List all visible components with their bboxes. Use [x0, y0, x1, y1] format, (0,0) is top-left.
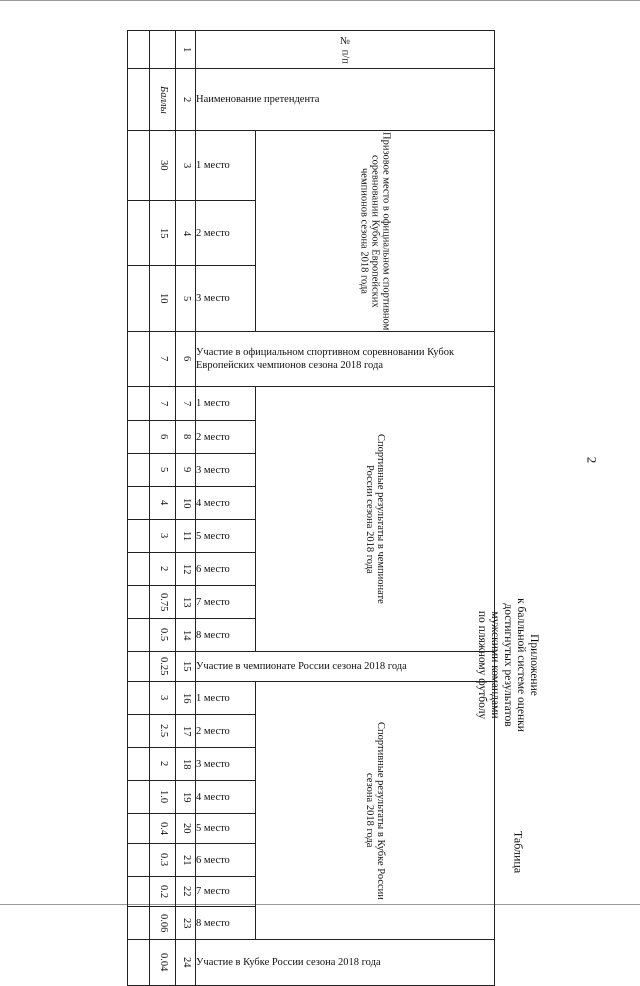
place-cell: 1 место	[196, 387, 256, 421]
header-points: Баллы	[150, 69, 176, 131]
page-number: 2	[584, 456, 600, 464]
empty-cell	[128, 69, 150, 131]
row-number-cell: 10	[176, 487, 196, 520]
appendix-line: Приложение	[528, 634, 540, 696]
points-cell: 15	[150, 200, 176, 266]
empty-cell	[150, 31, 176, 69]
row-number-cell: 9	[176, 454, 196, 487]
empty-cell	[128, 266, 150, 332]
header-num-1: 1	[176, 31, 196, 69]
empty-cell	[128, 553, 150, 586]
points-cell: 3	[150, 520, 176, 553]
participation-cell: Участие в официальном спортивном соревновании Кубок Европейских чемпионов сезона 2018 года	[196, 332, 495, 387]
place-cell: 3 место	[196, 266, 256, 332]
points-cell: 7	[150, 332, 176, 387]
points-cell: 5	[150, 454, 176, 487]
group-championship: Спортивные результаты в чемпионате России сезона 2018 года	[256, 387, 495, 652]
place-cell: 5 место	[196, 814, 256, 844]
place-cell: 2 место	[196, 715, 256, 748]
row-number-cell: 14	[176, 619, 196, 652]
points-cell: 0.5	[150, 619, 176, 652]
place-cell: 7 место	[196, 586, 256, 619]
header-number-col: № п/п	[196, 31, 495, 69]
table-row	[128, 332, 495, 387]
empty-cell	[128, 332, 150, 387]
empty-cell	[128, 454, 150, 487]
points-cell: 3	[150, 682, 176, 715]
points-cell: 2	[150, 553, 176, 586]
empty-cell	[128, 131, 150, 201]
points-cell: 30	[150, 131, 176, 201]
empty-cell	[128, 619, 150, 652]
row-number-cell: 15	[176, 652, 196, 682]
table-row	[128, 131, 495, 201]
points-cell: 0.3	[150, 844, 176, 877]
row-number-cell: 17	[176, 715, 196, 748]
empty-cell	[128, 682, 150, 715]
points-cell: 0.06	[150, 907, 176, 940]
empty-cell	[128, 421, 150, 454]
empty-cell	[128, 877, 150, 907]
table-row	[128, 652, 495, 682]
points-cell: 0.75	[150, 586, 176, 619]
group-russia-cup: Спортивные результаты в Кубке России сезона 2018 года	[256, 682, 495, 940]
table-row	[128, 31, 495, 69]
row-number-cell: 22	[176, 877, 196, 907]
place-cell: 4 место	[196, 487, 256, 520]
row-number-cell: 12	[176, 553, 196, 586]
points-cell: 1.0	[150, 781, 176, 814]
points-cell: 0.4	[150, 814, 176, 844]
award-table	[127, 30, 495, 986]
place-cell: 5 место	[196, 520, 256, 553]
row-number-cell: 24	[176, 940, 196, 986]
place-cell: 2 место	[196, 421, 256, 454]
points-cell: 2	[150, 748, 176, 781]
table-row	[128, 69, 495, 131]
top-rule	[0, 0, 640, 1]
empty-cell	[128, 814, 150, 844]
empty-cell	[128, 520, 150, 553]
appendix-line: к балльной системе оценки	[515, 598, 527, 732]
row-number-cell: 5	[176, 266, 196, 332]
place-cell: 7 место	[196, 877, 256, 907]
empty-cell	[128, 652, 150, 682]
participation-cell: Участие в чемпионате России сезона 2018 года	[196, 652, 495, 682]
empty-cell	[128, 715, 150, 748]
row-number-cell: 11	[176, 520, 196, 553]
points-cell: 4	[150, 487, 176, 520]
row-number-cell: 19	[176, 781, 196, 814]
points-cell: 10	[150, 266, 176, 332]
row-number-cell: 20	[176, 814, 196, 844]
row-number-cell: 4	[176, 200, 196, 266]
row-number-cell: 13	[176, 586, 196, 619]
table-row	[128, 387, 495, 421]
empty-cell	[128, 31, 150, 69]
place-cell: 6 место	[196, 553, 256, 586]
points-cell: 0.2	[150, 877, 176, 907]
empty-cell	[128, 907, 150, 940]
table-row	[128, 940, 495, 986]
place-cell: 2 место	[196, 200, 256, 266]
place-cell: 1 место	[196, 131, 256, 201]
points-cell: 0.25	[150, 652, 176, 682]
row-number-cell: 18	[176, 748, 196, 781]
appendix-line: достигнутых результатов	[502, 603, 514, 727]
place-cell: 8 место	[196, 619, 256, 652]
header-num-2: 2	[176, 69, 196, 131]
row-number-cell: 6	[176, 332, 196, 387]
row-number-cell: 3	[176, 131, 196, 201]
row-number-cell: 21	[176, 844, 196, 877]
place-cell: 8 место	[196, 907, 256, 940]
empty-cell	[128, 844, 150, 877]
empty-cell	[128, 586, 150, 619]
points-cell: 7	[150, 387, 176, 421]
row-number-cell: 16	[176, 682, 196, 715]
appendix-line: по пляжному футболу	[476, 610, 488, 720]
row-number-cell: 23	[176, 907, 196, 940]
place-cell: 6 место	[196, 844, 256, 877]
table-label: Таблица	[511, 830, 526, 874]
empty-cell	[128, 387, 150, 421]
place-cell: 4 место	[196, 781, 256, 814]
points-cell: 6	[150, 421, 176, 454]
empty-cell	[128, 940, 150, 986]
empty-cell	[128, 200, 150, 266]
points-cell: 2.5	[150, 715, 176, 748]
place-cell: 1 место	[196, 682, 256, 715]
points-cell: 0.04	[150, 940, 176, 986]
empty-cell	[128, 487, 150, 520]
place-cell: 3 место	[196, 454, 256, 487]
place-cell: 3 место	[196, 748, 256, 781]
empty-cell	[128, 781, 150, 814]
header-name: Наименование претендента	[196, 69, 495, 131]
appendix-line: мужскими командами	[489, 611, 501, 719]
empty-cell	[128, 748, 150, 781]
table-row	[128, 682, 495, 715]
group-euro-cup: Призовое место в официальном спортивном соревновании Кубок Европейских чемпионов сезона 2018 года	[256, 131, 495, 332]
row-number-cell: 7	[176, 387, 196, 421]
participation-cell: Участие в Кубке России сезона 2018 года	[196, 940, 495, 986]
row-number-cell: 8	[176, 421, 196, 454]
